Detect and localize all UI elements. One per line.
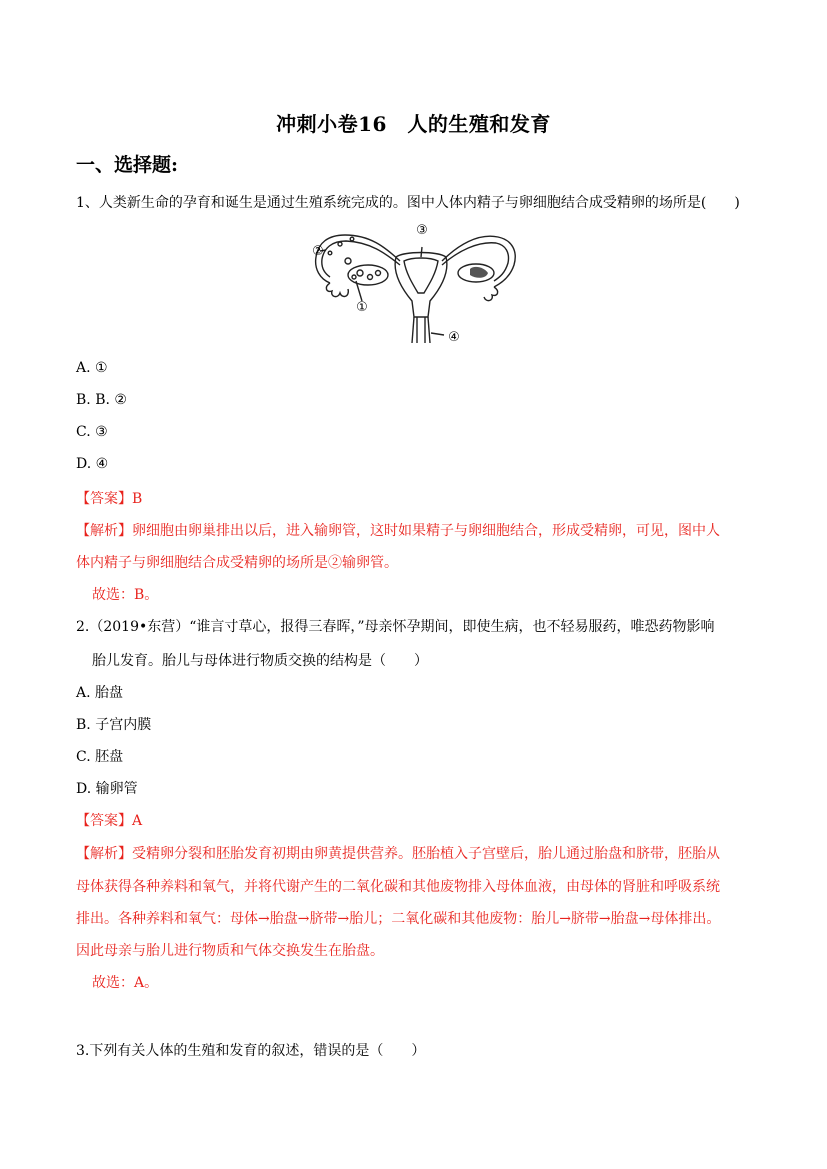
question-2-option-b: B. 子宫内膜: [76, 717, 152, 733]
question-2-stem-line-2: 胎儿发育。胎儿与母体进行物质交换的结构是（ ）: [92, 653, 428, 669]
question-1-option-a: A. ①: [76, 360, 108, 376]
analysis-text: 受精卵分裂和胚胎发育初期由卵黄提供营养。胚胎植入子宫壁后，胎儿通过胎盘和脐带，胚胎从: [132, 846, 720, 862]
question-2-analysis-line-4: 因此母亲与胎儿进行物质和气体交换发生在胎盘。: [76, 943, 384, 959]
question-1-option-d: D. ④: [76, 456, 109, 472]
answer-tag: 【答案】: [76, 813, 132, 829]
question-2-answer: [76, 810, 142, 830]
analysis-tag: 【解析】: [76, 846, 132, 862]
question-2-analysis-line-1: [76, 843, 720, 863]
diagram-label-1: ①: [356, 300, 368, 315]
answer-tag: 【答案】: [76, 491, 132, 507]
question-1-option-b: B. B. ②: [76, 392, 127, 408]
question-1-stem: 1、人类新生命的孕育和诞生是通过生殖系统完成的。图中人体内精子与卵细胞结合成受精卵的场所是( ): [76, 195, 740, 211]
question-1-answer: [76, 488, 142, 508]
question-2-option-c: C. 胚盘: [76, 749, 124, 765]
question-2-analysis-line-2: 母体获得各种养料和氧气，并将代谢产生的二氧化碳和其他废物排入母体血液，由母体的肾脏和呼吸系统: [76, 879, 720, 895]
question-1-analysis-line-2: 体内精子与卵细胞结合成受精卵的场所是②输卵管。: [76, 555, 398, 571]
question-3-stem: 3.下列有关人体的生殖和发育的叙述，错误的是（ ）: [76, 1043, 426, 1059]
question-2-stem-line-1: 2.（2019•东营）“谁言寸草心，报得三春晖，”母亲怀孕期间，即使生病，也不轻易服药，唯恐药物影响: [76, 619, 715, 635]
question-1-analysis-line-1: [76, 520, 720, 540]
answer-value: B: [132, 491, 143, 507]
question-2-analysis-line-3: 排出。各种养料和氧气：母体→胎盘→脐带→胎儿；二氧化碳和其他废物：胎儿→脐带→胎盘→母体排出。: [76, 911, 721, 927]
analysis-text: 卵细胞由卵巢排出以后，进入输卵管，这时如果精子与卵细胞结合，形成受精卵，可见，图中人: [132, 523, 720, 539]
section-heading: 一、选择题:: [76, 154, 179, 176]
question-2-option-a: A. 胎盘: [76, 685, 124, 701]
question-2-choice: 故选：A。: [92, 975, 159, 991]
answer-value: A: [132, 813, 143, 829]
female-reproductive-system-diagram: [300, 217, 520, 345]
diagram-label-3: ③: [416, 223, 428, 238]
diagram-label-2: ②: [312, 244, 324, 259]
question-2-option-d: D. 输卵管: [76, 781, 138, 797]
diagram-label-4: ④: [448, 330, 460, 345]
question-1-option-c: C. ③: [76, 424, 108, 440]
page-title: 冲刺小卷16 人的生殖和发育: [276, 112, 551, 136]
question-1-choice: 故选：B。: [92, 587, 159, 603]
analysis-tag: 【解析】: [76, 523, 132, 539]
